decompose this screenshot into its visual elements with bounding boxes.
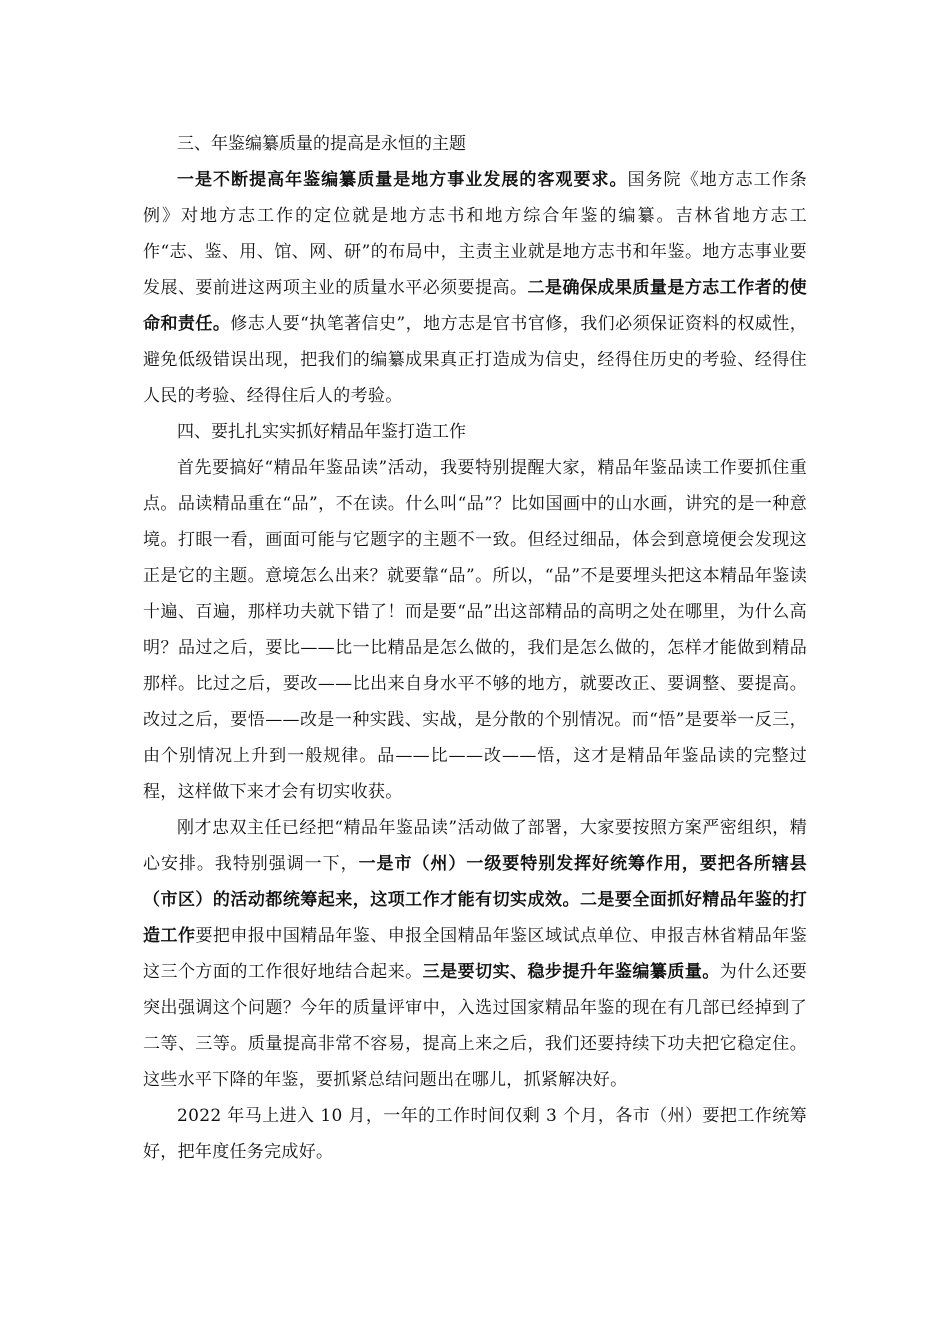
emphasis-text: 一是不断提高年鉴编纂质量是地方事业发展的客观要求。 bbox=[177, 170, 628, 190]
body-text: 国务院《地方志工作条例》对地方志工作的定位就是地方志书和地方综合年鉴的编纂。吉林省地方志工作“志、鉴、用、馆、网、研”的布局中，主责主业就是地方志书和年鉴。地方志事业要发展、要前进这两项主业的质量水平必须要提高。 bbox=[143, 170, 808, 298]
body-text: 为什么还要突出强调这个问题？今年的质量评审中，入选过国家精品年鉴的现在有几部已经掉到了二等、三等。质量提高非常不容易，提高上来之后，我们还要持续下功夫把它稳定住。这些水平下降的年鉴，要抓紧总结问题出在哪儿，抓紧解决好。 bbox=[143, 962, 807, 1090]
section-4-heading: 四、要扎扎实实抓好精品年鉴打造工作 bbox=[177, 422, 466, 442]
document-page bbox=[143, 126, 807, 1170]
emphasis-text: 二是确保成果质量是方志工作者的使命和责任。 bbox=[143, 278, 807, 334]
emphasis-text: 一是市（州）一级要特别发挥好统筹作用，要把各所辖县（市区）的活动都统筹起来，这项工作才能有切实成效。二是要全面抓好精品年鉴的打造工作 bbox=[143, 854, 808, 946]
section-3-paragraph bbox=[143, 162, 807, 414]
section-3-heading: 三、年鉴编纂质量的提高是永恒的主题 bbox=[177, 134, 466, 154]
body-text: 要把申报中国精品年鉴、申报全国精品年鉴区域试点单位、申报吉林省精品年鉴这三个方面的工作很好地结合起来。 bbox=[143, 926, 807, 982]
body-text: 修志人要“执笔著信史”，地方志是官书官修，我们必须保证资料的权威性，避免低级错误出现，把我们的编纂成果真正打造成为信史，经得住历史的考验、经得住人民的考验、经得住后人的考验。 bbox=[143, 314, 807, 406]
section-4-paragraph-1: 首先要搞好“精品年鉴品读”活动，我要特别提醒大家，精品年鉴品读工作要抓住重点。品读精品重在“品”，不在读。什么叫“品”？比如国画中的山水画，讲究的是一种意境。打眼一看，画面可能与它题字的主题不一致。但经过细品，体会到意境便会发现这正是它的主题。意境怎么出来？就要靠“品”。所以，“品”不是要埋头把这本精品年鉴读十遍、百遍，那样功夫就下错了！而是要“品”出这部精品的高明之处在哪里，为什么高明？品过之后，要比——比一比精品是怎么做的，我们是怎么做的，怎样才能做到精品那样。比过之后，要改——比出来自身水平不够的地方，就要改正、要调整、要提高。改过之后，要悟——改是一种实践、实战，是分散的个别情况。而“悟”是要举一反三，由个别情况上升到一般规律。品——比——改——悟，这才是精品年鉴品读的完整过程，这样做下来才会有切实收获。 bbox=[143, 458, 807, 802]
body-text: 刚才忠双主任已经把“精品年鉴品读”活动做了部署，大家要按照方案严密组织，精心安排。我特别强调一下， bbox=[143, 818, 807, 874]
section-4-paragraph-3: 2022 年马上进入 10 月，一年的工作时间仅剩 3 个月，各市（州）要把工作统筹好，把年度任务完成好。 bbox=[143, 1106, 807, 1162]
section-4-paragraph-2 bbox=[143, 810, 807, 1098]
emphasis-text: 三是要切实、稳步提升年鉴编纂质量。 bbox=[422, 962, 720, 982]
